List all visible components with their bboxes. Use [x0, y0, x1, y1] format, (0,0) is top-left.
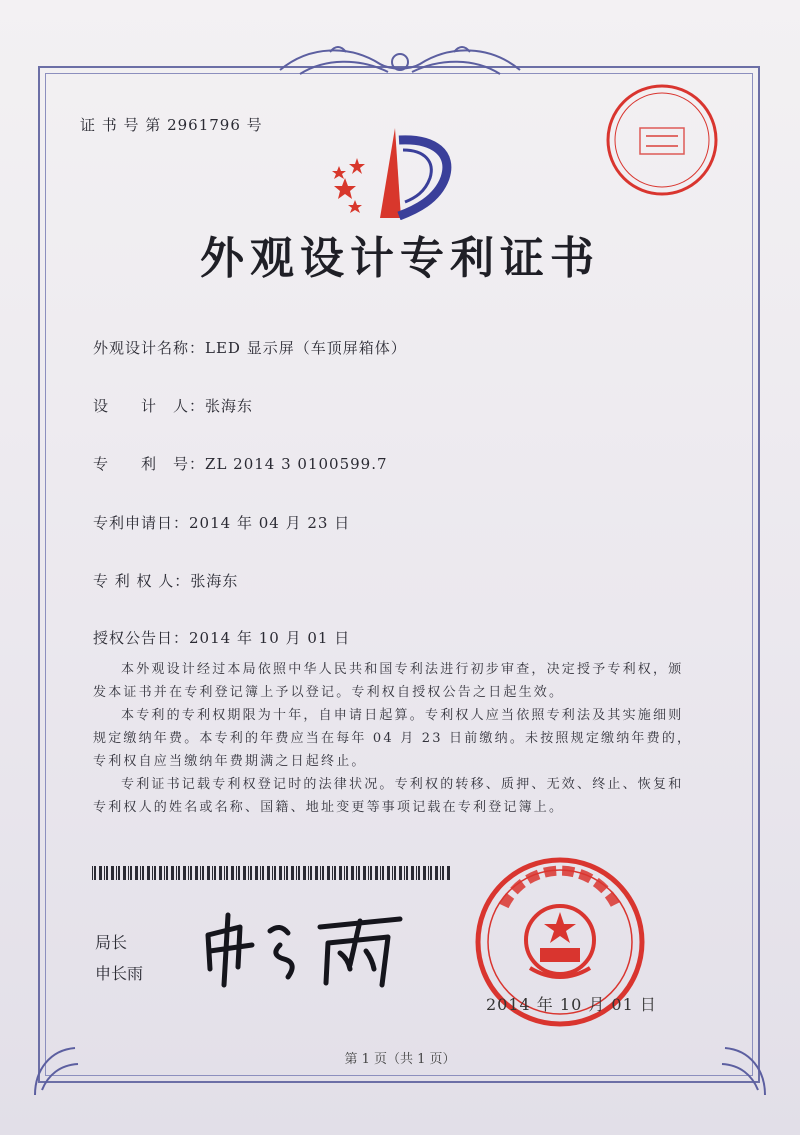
application-date-label: 专利申请日：: [93, 514, 190, 532]
barcode: [92, 866, 452, 880]
certificate-title: 外观设计专利证书: [200, 233, 600, 284]
director-title: 局长: [95, 933, 128, 952]
patentee-field: [93, 570, 238, 591]
certificate-number: 证 书 号 第 2961796 号: [80, 116, 263, 134]
small-red-seal: [602, 80, 722, 200]
page-footer: 第 1 页（共 1 页）: [344, 1052, 456, 1067]
application-date-field: [93, 512, 350, 533]
designer-label: 设 计 人：: [93, 397, 206, 415]
designer-value: 张海东: [205, 397, 254, 415]
design-name-field: [93, 337, 407, 358]
patentee-value: 张海东: [190, 572, 239, 590]
design-name-value: LED 显示屏（车顶屏箱体）: [205, 339, 407, 357]
paragraph-term: 本专利的专利权期限为十年，自申请日起算。专利权人应当依照专利法及其实施细则规定缴纳年费。本专利的年费应当在每年 04 月 23 日前缴纳。未按照规定缴纳年费的，专利权自应当缴纳年费期满之日起终止。: [93, 708, 693, 769]
director-signature: [200, 905, 410, 995]
patentee-label: 专 利 权 人：: [93, 572, 191, 590]
patent-number-label: 专 利 号：: [93, 455, 206, 473]
grant-date-field: [93, 627, 350, 648]
top-ornament: [270, 40, 530, 86]
patent-number-field: [93, 453, 388, 474]
designer-field: [93, 395, 253, 416]
paragraph-grant: 本外观设计经过本局依照中华人民共和国专利法进行初步审查，决定授予专利权，颁发本证书并在专利登记簿上予以登记。专利权自授权公告之日起生效。: [93, 662, 684, 700]
paragraph-legal-status: 专利证书记载专利权登记时的法律状况。专利权的转移、质押、无效、终止、恢复和专利权人的姓名或名称、国籍、地址变更等事项记载在专利登记簿上。: [93, 777, 684, 815]
grant-date-value: 2014 年 10 月 01 日: [189, 629, 351, 647]
director-name: 申长雨: [95, 964, 144, 983]
patent-office-emblem: [325, 120, 465, 220]
certificate-body: [93, 658, 693, 819]
design-name-label: 外观设计名称：: [93, 339, 206, 357]
grant-date-label: 授权公告日：: [93, 629, 190, 647]
application-date-value: 2014 年 04 月 23 日: [189, 514, 351, 532]
seal-date: 2014 年 10 月 01 日: [486, 995, 657, 1014]
patent-number-value: ZL 2014 3 0100599.7: [205, 455, 388, 473]
